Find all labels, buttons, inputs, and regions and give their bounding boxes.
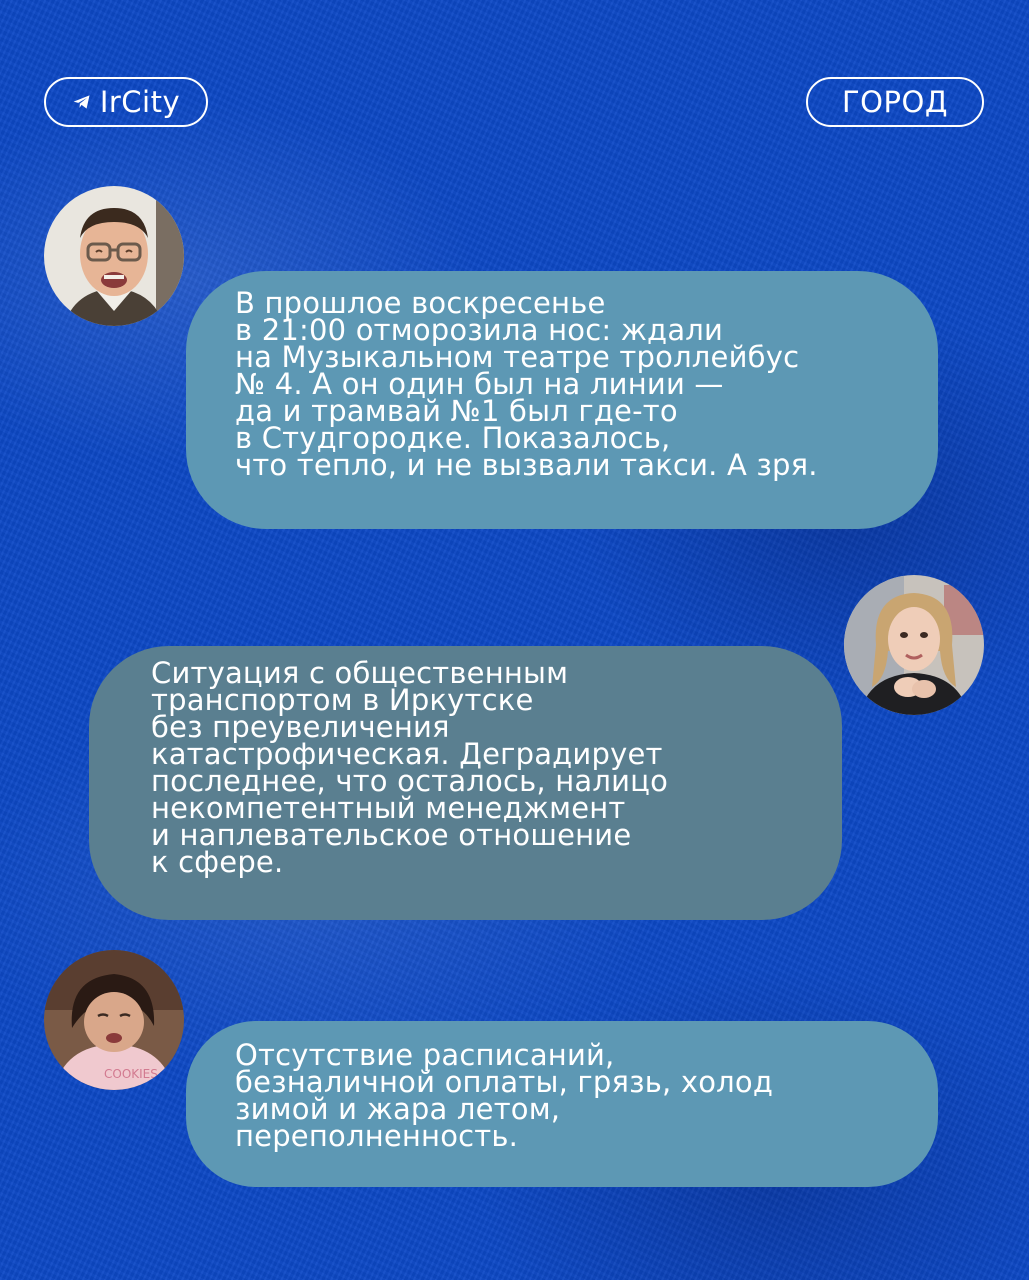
avatar-woman	[844, 575, 984, 715]
message-bubble-2: Ситуация с общественным транспортом в Иркутске без преувеличения катастрофическая. Деградирует последнее, что осталось, налицо некомпетентный менеджмент и наплевательское отношение к сфере.	[89, 646, 842, 920]
channel-badge[interactable]	[44, 77, 208, 127]
telegram-icon	[72, 92, 92, 112]
category-label: ГОРОД	[842, 85, 948, 119]
category-badge[interactable]	[806, 77, 984, 127]
channel-label: IrCity	[99, 85, 181, 119]
message-bubble-1: В прошлое воскресенье в 21:00 отморозила нос: ждали на Музыкальном театре троллейбус № 4. А он один был на линии — да и трамвай №1 был где-то в Студгородке. Показалось, что тепло, и не вызвали такси. А зря.	[186, 271, 938, 529]
avatar-crying-girl	[44, 950, 184, 1090]
message-bubble-3: Отсутствие расписаний, безналичной оплаты, грязь, холод зимой и жара летом, переполненность.	[186, 1021, 938, 1187]
avatar-crying-man	[44, 186, 184, 326]
svg-text:COOKIES: COOKIES	[104, 1067, 158, 1081]
